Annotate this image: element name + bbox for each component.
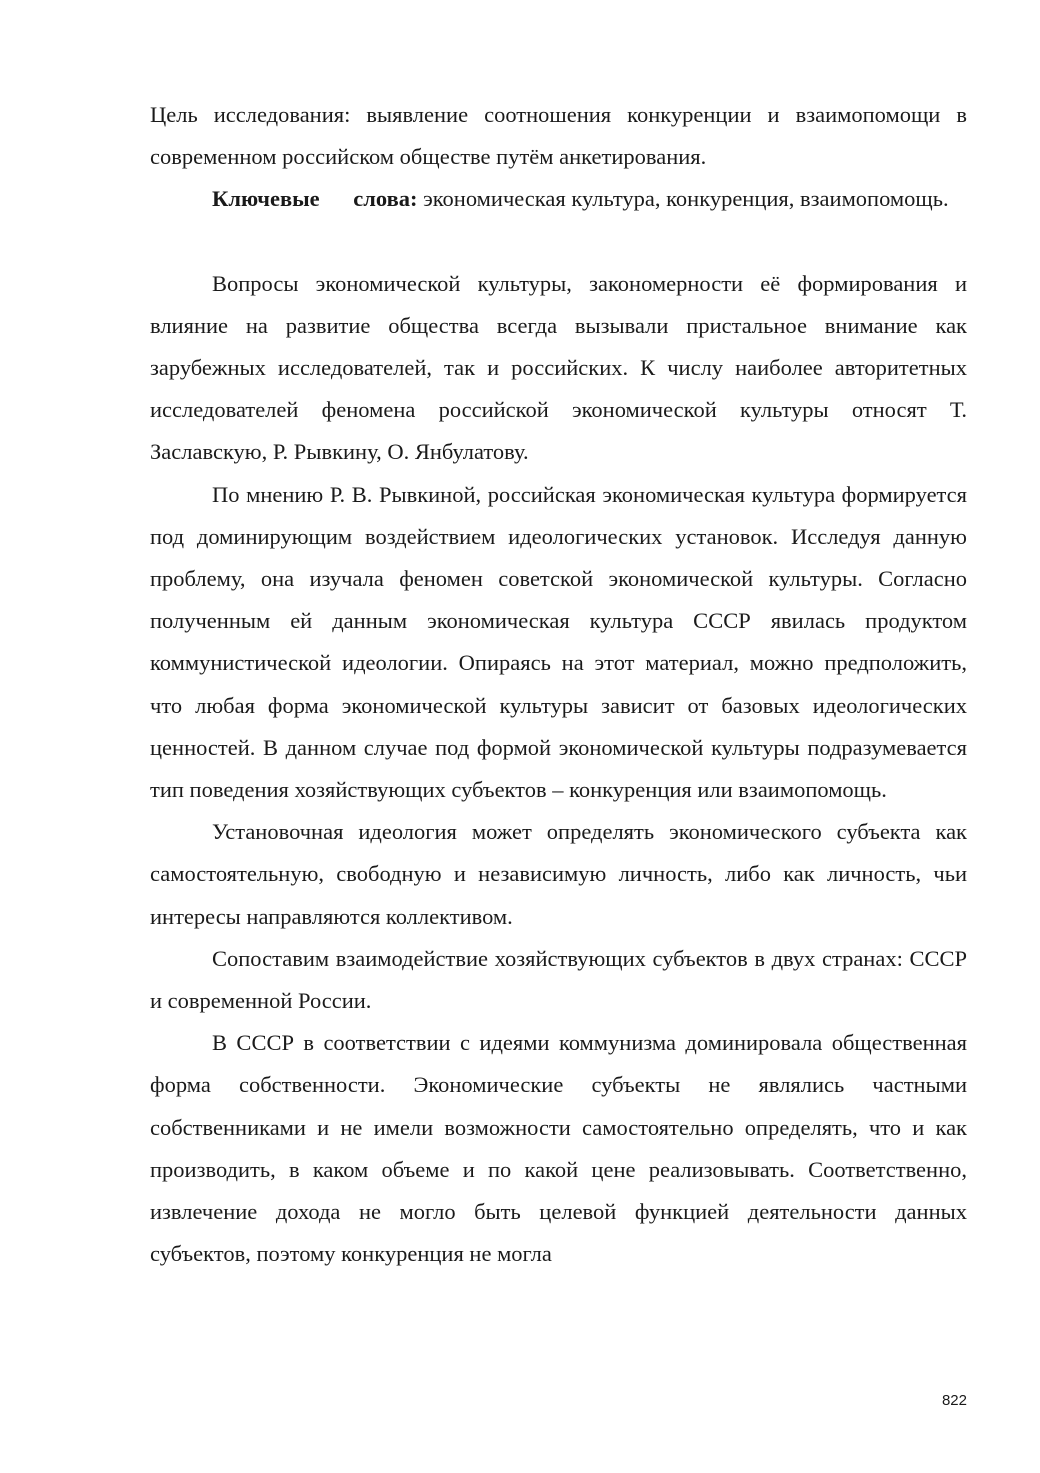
document-body	[150, 94, 967, 1275]
paragraph: По мнению Р. В. Рывкиной, российская экономическая культура формируется под доминирующим воздействием идеологических установок. Исследуя данную проблему, она изучала феномен советской экономической культуры. Согласно полученным ей данным экономическая культура СССР явилась продуктом коммунистической идеологии. Опираясь на этот материал, можно предположить, что любая форма экономической культуры зависит от базовых идеологических ценностей. В данном случае под формой экономической культуры подразумевается тип поведения хозяйствующих субъектов – конкуренция или взаимопомощь.	[150, 481, 967, 803]
research-goal: Цель исследования: выявление соотношения конкуренции и взаимопомощи в современном российском обществе путём анкетирования.	[150, 102, 967, 170]
paragraph: Вопросы экономической культуры, закономерности её формирования и влияние на развитие общества всегда вызывали пристальное внимание как зарубежных исследователей, так и российских. К числу наиболее авторитетных исследователей феномена российской экономической культуры относят Т. Заславскую, Р. Рывкину, О. Янбулатову.	[150, 270, 967, 465]
paragraph: Сопоставим взаимодействие хозяйствующих субъектов в двух странах: СССР и современной России.	[150, 945, 967, 1014]
spacer	[150, 221, 967, 263]
keywords-label: Ключевые слова:	[212, 186, 418, 212]
paragraph: В СССР в соответствии с идеями коммунизма доминировала общественная форма собственности. Экономические субъекты не являлись частными собственниками и не имели возможности самостоятельно определять, что и как производить, в каком объеме и по какой цене реализовывать. Соответственно, извлечение дохода не могло быть целевой функцией деятельности данных субъектов, поэтому конкуренция не могла	[150, 1030, 967, 1267]
keywords-paragraph	[150, 178, 967, 220]
keywords-text: экономическая культура, конкуренция, взаимопомощь.	[417, 186, 949, 212]
page-number: 822	[941, 1392, 967, 1409]
paragraph: Установочная идеология может определять экономического субъекта как самостоятельную, свободную и независимую личность, либо как личность, чьи интересы направляются коллективом.	[150, 819, 967, 929]
